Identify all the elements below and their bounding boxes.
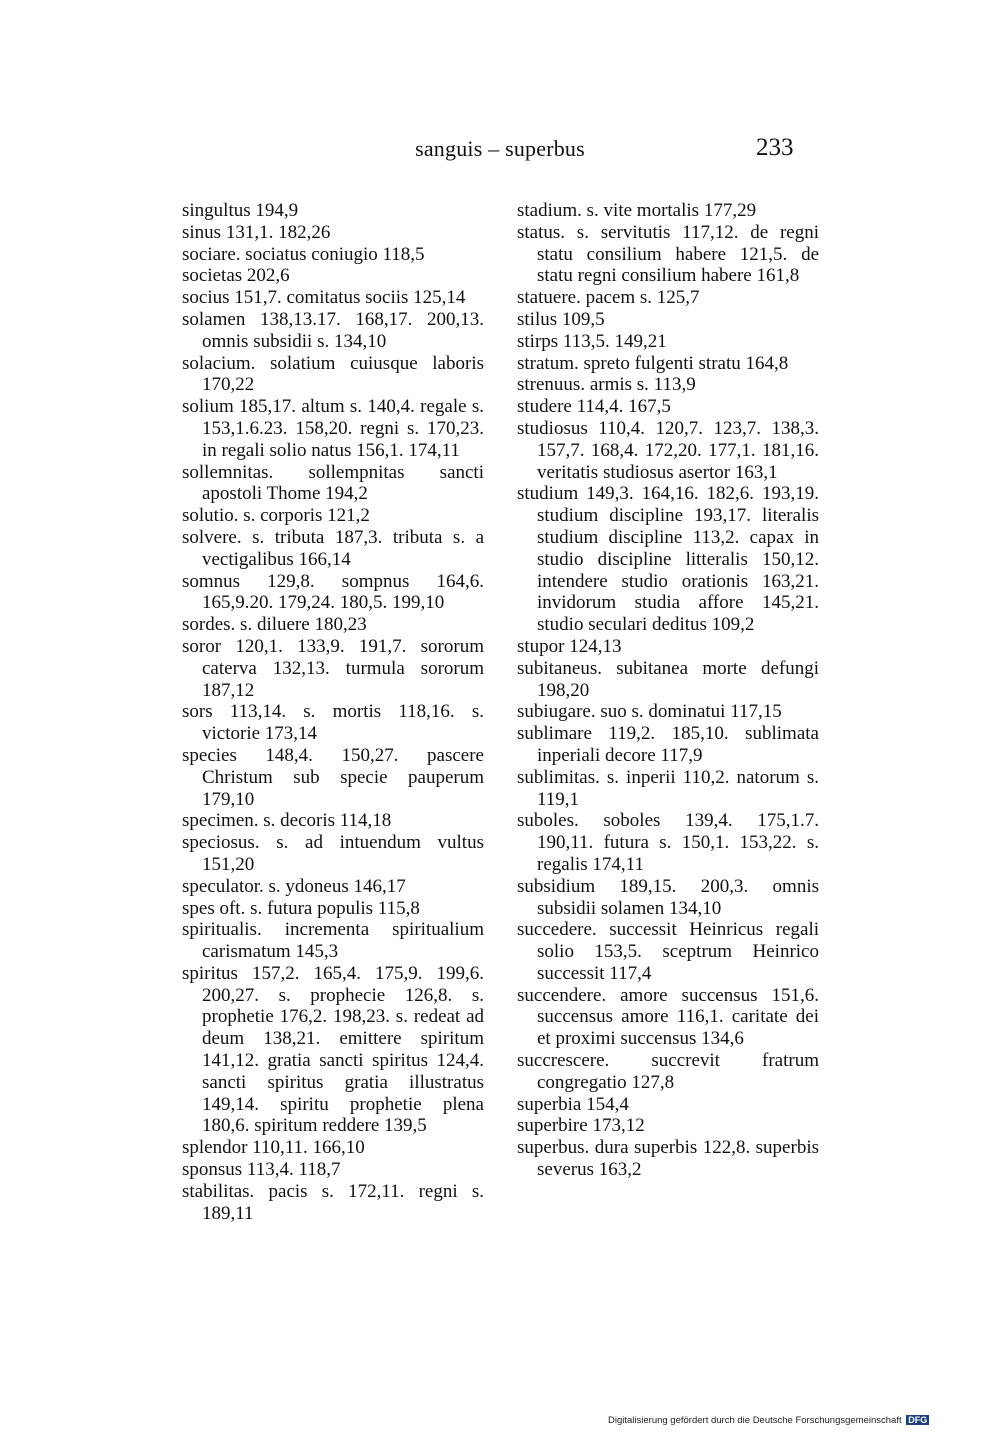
page-number: 233 xyxy=(756,134,794,161)
index-entry: sordes. s. diluere 180,23 xyxy=(182,614,367,636)
index-entry: spiritus 157,2. 165,4. 175,9. 199,6. 200,27. s. prophecie 126,8. s. prophetie 176,2. 198,23. s. redeat ad deum 138,21. emittere spiritum 141,12. gratia sancti spiritus 124,4. sancti spiritus gratia illustratus 149,14. spiritu prophetie plena 180,6. spiritum reddere 139,5 xyxy=(182,962,484,1137)
index-entry: stabilitas. pacis s. 172,11. regni s. 189,11 xyxy=(182,1180,484,1224)
index-entry: sollemnitas. sollempnitas sancti apostoli Thome 194,2 xyxy=(182,461,484,505)
index-entry: subsidium 189,15. 200,3. omnis subsidii solamen 134,10 xyxy=(517,875,819,919)
index-entry: sinus 131,1. 182,26 xyxy=(182,221,331,243)
index-entry: sors 113,14. s. mortis 118,16. s. victorie 173,14 xyxy=(182,701,484,745)
index-entry: solium 185,17. altum s. 140,4. regale s. 153,1.6.23. 158,20. regni s. 170,23. in regali solio natus 156,1. 174,11 xyxy=(182,396,484,461)
index-entry: speculator. s. ydoneus 146,17 xyxy=(182,875,406,897)
running-header: sanguis – superbus xyxy=(415,136,585,161)
index-entry: spiritualis. incrementa spiritualium carismatum 145,3 xyxy=(182,919,484,963)
index-entry: sublimare 119,2. 185,10. sublimata inperiali decore 117,9 xyxy=(517,723,819,766)
index-entry: solamen 138,13.17. 168,17. 200,13. omnis subsidii s. 134,10 xyxy=(182,308,484,352)
index-column-right xyxy=(517,200,819,1181)
dfg-logo: DFG xyxy=(908,1415,928,1425)
index-entry: specimen. s. decoris 114,18 xyxy=(182,810,392,832)
index-entry: stadium. s. vite mortalis 177,29 xyxy=(517,200,757,221)
index-entry: soror 120,1. 133,9. 191,7. sororum caterva 132,13. turmula sororum 187,12 xyxy=(182,635,484,701)
index-entry: stratum. spreto fulgenti stratu 164,8 xyxy=(517,352,789,374)
index-entry: studere 114,4. 167,5 xyxy=(517,396,671,418)
index-entry: superbire 173,12 xyxy=(517,1115,645,1137)
index-entry: sociare. sociatus coniugio 118,5 xyxy=(182,243,425,265)
index-entry: studium 149,3. 164,16. 182,6. 193,19. studium discipline 193,17. literalis studium discipline 113,2. capax in studio discipline litteralis 150,12. intendere studio orationis 163,21. invidorum studia affore 145,21. studio seculari deditus 109,2 xyxy=(517,483,819,636)
footer-text: Digitalisierung gefördert durch die Deutsche Forschungsgemeinschaft xyxy=(608,1415,902,1426)
index-entry: stilus 109,5 xyxy=(517,308,605,330)
index-entry: suboles. soboles 139,4. 175,1.7. 190,11. futura s. 150,1. 153,22. s. regalis 174,11 xyxy=(517,810,819,875)
index-entry: stupor 124,13 xyxy=(517,635,622,657)
index-entry: succendere. amore succensus 151,6. succensus amore 116,1. caritate dei et proximi succensus 134,6 xyxy=(517,984,819,1050)
index-entry: stirps 113,5. 149,21 xyxy=(517,330,667,352)
index-entry: somnus 129,8. sompnus 164,6. 165,9.20. 179,24. 180,5. 199,10 xyxy=(182,570,484,614)
index-entry: succrescere. succrevit fratrum congregatio 127,8 xyxy=(517,1050,819,1093)
index-entry: socius 151,7. comitatus sociis 125,14 xyxy=(182,287,466,309)
index-entry: sponsus 113,4. 118,7 xyxy=(182,1159,341,1181)
index-entry: solvere. s. tributa 187,3. tributa s. a vectigalibus 166,14 xyxy=(182,526,484,570)
index-entry: species 148,4. 150,27. pascere Christum sub specie pauperum 179,10 xyxy=(182,744,484,810)
index-column-left xyxy=(182,200,484,1224)
index-entry: subitaneus. subitanea morte defungi 198,20 xyxy=(517,657,819,701)
index-entry: solacium. solatium cuiusque laboris 170,22 xyxy=(182,352,484,396)
index-entry: subiugare. suo s. dominatui 117,15 xyxy=(517,701,782,723)
index-entry: status. s. servitutis 117,12. de regni statu consilium habere 121,5. de statu regni consilium habere 161,8 xyxy=(517,221,819,287)
digitization-footer xyxy=(608,1415,929,1426)
index-entry: succedere. successit Heinricus regali solio 153,5. sceptrum Heinrico successit 117,4 xyxy=(517,919,819,984)
index-entry: studiosus 110,4. 120,7. 123,7. 138,3. 157,7. 168,4. 172,20. 177,1. 181,16. veritatis studiosus asertor 163,1 xyxy=(517,417,819,483)
index-entry: statuere. pacem s. 125,7 xyxy=(517,287,700,309)
index-entry: splendor 110,11. 166,10 xyxy=(182,1137,365,1159)
index-entry: speciosus. s. ad intuendum vultus 151,20 xyxy=(182,832,484,875)
index-entry: sublimitas. s. inperii 110,2. natorum s. 119,1 xyxy=(517,766,819,810)
index-entry: spes oft. s. futura populis 115,8 xyxy=(182,897,420,919)
index-entry: solutio. s. corporis 121,2 xyxy=(182,505,370,527)
index-entry: singultus 194,9 xyxy=(182,200,299,221)
index-entry: societas 202,6 xyxy=(182,265,290,287)
index-entry: superbia 154,4 xyxy=(517,1093,629,1115)
index-entry: superbus. dura superbis 122,8. superbis severus 163,2 xyxy=(517,1137,819,1181)
index-entry: strenuus. armis s. 113,9 xyxy=(517,374,696,396)
